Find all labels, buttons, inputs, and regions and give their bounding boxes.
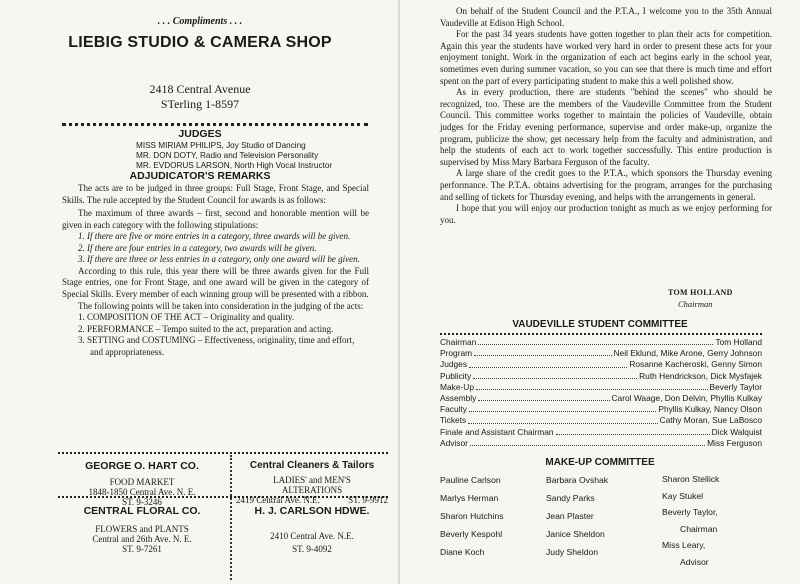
studio-phone: STerling 1-8597 xyxy=(160,97,240,111)
remarks-para: The maximum of three awards – first, second and honorable mention will be given in each category with the following stipulations: xyxy=(62,208,369,230)
remarks-para: The following points will be taken into consideration in the judging of the acts: xyxy=(78,300,364,311)
committee-row xyxy=(440,438,762,449)
remarks-heading: ADJUDICATOR'S REMARKS xyxy=(129,170,271,182)
ad-line: 1848-1850 Central Ave. N. E. xyxy=(88,487,196,497)
letter-para: I hope that you will enjoy our production tonight as much as we enjoy performing for you. xyxy=(440,203,772,225)
ad-line: LADIES' and MEN'S xyxy=(273,475,351,485)
stipulation-list xyxy=(62,231,369,266)
ad-name: Central Cleaners & Tailors xyxy=(249,460,375,471)
welcome-letter xyxy=(440,6,772,226)
studio-address: 2418 Central Avenue xyxy=(149,82,251,96)
makeup-member: Sharon Hutchins xyxy=(440,511,504,521)
ad-hart xyxy=(58,460,226,507)
ad-name: H. J. CARLSON HDWE. xyxy=(254,505,370,517)
ad-line: Central and 26th Ave. N. E. xyxy=(92,534,192,544)
committee-member: Rosanne Kacheroski, Genny Simon xyxy=(629,359,762,370)
committee-role: Finale and Assistant Chairman xyxy=(440,426,554,437)
stipulation-item: 3. If there are three or less entries in a category, only one award will be given. xyxy=(78,254,360,265)
committee-row xyxy=(440,393,762,404)
committee-row xyxy=(440,348,762,359)
judges-heading: JUDGES xyxy=(178,128,222,140)
divider xyxy=(62,123,368,126)
committee-member: Beverly Taylor xyxy=(709,381,762,392)
criteria-item: 2. PERFORMANCE – Tempo suited to the act, preparation and acting. xyxy=(78,323,334,334)
ad-line: ALTERATIONS xyxy=(281,485,343,495)
makeup-heading: MAKE-UP COMMITTEE xyxy=(545,457,655,468)
committee-member: Ruth Hendrickson, Dick Mysfajek xyxy=(639,370,762,381)
makeup-column-1 xyxy=(440,471,504,561)
makeup-member: Sandy Parks xyxy=(546,493,595,503)
committee-list xyxy=(440,337,762,449)
makeup-column-2 xyxy=(546,471,608,561)
makeup-member: Kay Stukel xyxy=(662,490,704,501)
committee-role: Judges xyxy=(440,359,468,370)
ad-divider xyxy=(58,452,388,454)
letter-para: A large share of the credit goes to the P.T.A., which sponsors the Thursday evening performance. The P.T.A. obtains advertising for the program, arranges for the purchasing and selling of tickets for Thursday evening, and helps with the arrangements in general. xyxy=(440,168,772,202)
ad-line: ST. 9-9912 xyxy=(348,495,388,505)
letter-para: On behalf of the Student Council and the P.T.A., I welcome you to the 35th Annual Vaudeville at Edison High School. xyxy=(440,6,772,28)
committee-role: Assembly xyxy=(440,393,477,404)
makeup-member: Beverly Kespohl xyxy=(440,529,503,539)
ad-name: GEORGE O. HART CO. xyxy=(85,460,199,472)
makeup-member-role: Chairman xyxy=(680,523,718,534)
judge-item: MISS MIRIAM PHILIPS, Joy Studio of Dancing xyxy=(136,141,306,150)
committee-member: Carol Waage, Don Delvin, Phyllis Kulkay xyxy=(611,393,762,404)
judge-item: MR. EVDORUS LARSON, North High Vocal Instructor xyxy=(136,161,333,170)
right-page xyxy=(400,0,800,584)
compliments-line: . . . Compliments . . . xyxy=(157,16,243,27)
stipulation-item: 2. If there are four entries in a category, two awards will be given. xyxy=(78,242,317,253)
ad-carlson xyxy=(232,505,392,554)
committee-row xyxy=(440,337,762,348)
ad-line: ST. 9-4092 xyxy=(292,544,332,554)
committee-role: Advisor xyxy=(440,437,468,448)
makeup-member: Jean Plaster xyxy=(546,511,594,521)
criteria-list xyxy=(62,312,369,358)
makeup-member: Beverly Taylor, xyxy=(662,507,718,518)
remarks-para: According to this rule, this year there will be three awards given for the Full Stage entries, one for Front Stage, and one award will be given in the category of Special Skills. Every member of each winning group will be presented with a ribbon. xyxy=(62,265,369,300)
ad-line: 2419 Central Ave. N.E. xyxy=(236,495,320,505)
makeup-member: Pauline Carlson xyxy=(440,475,501,485)
makeup-member: Barbara Ovshak xyxy=(546,475,609,485)
committee-heading: VAUDEVILLE STUDENT COMMITTEE xyxy=(512,319,688,330)
committee-row xyxy=(440,427,762,438)
remarks-body xyxy=(62,183,369,358)
makeup-member: Judy Sheldon xyxy=(546,547,599,557)
committee-row xyxy=(440,359,762,370)
judge-item: MR. DON DOTY, Radio and Television Personality xyxy=(136,151,319,160)
makeup-member-role: Advisor xyxy=(680,556,709,567)
remarks-para: The acts are to be judged in three groups: Full Stage, Front Stage, and Special Skills. The rule accepted by the Student Council for awards is as follows: xyxy=(62,183,369,205)
signer-title: Chairman xyxy=(678,299,713,309)
ad-cleaners xyxy=(232,460,392,505)
ad-line-row xyxy=(232,495,392,505)
committee-role: Faculty xyxy=(440,404,467,415)
committee-member: Neil Eklund, Mike Arone, Gerry Johnson xyxy=(613,348,762,359)
committee-member: Phyllis Kulkay, Nancy Olson xyxy=(658,404,762,415)
committee-role: Program xyxy=(440,348,473,359)
letter-para: For the past 34 years students have gotten together to plan their acts for competition. Again this year the students have worked very hard in order to present these acts for your enjoyment tonight. Work in the organization of each act begins early in the school year, sometimes even during summer vacation, so you can see that there is much time and effort spent on the part of every participating student to make this a well polished show. xyxy=(440,29,772,86)
committee-row xyxy=(440,371,762,382)
ad-line: FOOD MARKET xyxy=(109,477,175,487)
makeup-member: Diane Koch xyxy=(440,547,485,557)
committee-role: Tickets xyxy=(440,415,467,426)
ad-line: 2410 Central Ave. N.E. xyxy=(270,531,354,541)
makeup-member: Janice Sheldon xyxy=(546,529,605,539)
makeup-member: Miss Leary, xyxy=(662,540,706,551)
committee-role: Make-Up xyxy=(440,381,474,392)
committee-member: Tom Holland xyxy=(715,337,762,347)
studio-name: LIEBIG STUDIO & CAMERA SHOP xyxy=(68,34,332,51)
ad-line: ST. 9-3246 xyxy=(122,497,162,507)
committee-member: Miss Ferguson xyxy=(707,437,762,448)
ad-line: FLOWERS and PLANTS xyxy=(95,524,189,534)
committee-role: Chairman xyxy=(440,337,477,347)
criteria-item: 1. COMPOSITION OF THE ACT – Originality and quality. xyxy=(78,312,295,323)
divider xyxy=(440,333,762,335)
committee-row xyxy=(440,404,762,415)
makeup-column-3 xyxy=(662,471,719,571)
ad-floral xyxy=(58,505,226,554)
judges-list xyxy=(136,141,386,171)
makeup-member: Marlys Herman xyxy=(440,493,499,503)
committee-row xyxy=(440,382,762,393)
criteria-item: 3. SETTING and COSTUMING – Effectiveness, originality, time and effort, and appropriateness. xyxy=(78,335,355,357)
stipulation-item: 1. If there are five or more entries in a category, three awards will be given. xyxy=(78,231,351,242)
committee-row xyxy=(440,415,762,426)
committee-member: Dick Walquist xyxy=(711,426,762,437)
makeup-member: Sharon Stellick xyxy=(662,474,720,484)
signer-name: TOM HOLLAND xyxy=(668,288,733,297)
committee-role: Publicity xyxy=(440,370,472,381)
ad-line: ST. 9-7261 xyxy=(122,544,162,554)
committee-member: Cathy Moran, Sue LaBosco xyxy=(659,415,762,426)
letter-para: As in every production, there are students "behind the scenes" who should be recognized, too. These are the members of the Vaudeville Committee from the Student Council. This committee works together to maintain the policies of Vaudeville, obtain judges for the Friday evening performance, supervise and order make-up, organize the program, publicize the show, get necessary help from the faculty and administration, and help the students of each act to work together successfully. This entire production is supervised by Miss Mary Barbara Ferguson of the faculty. xyxy=(440,87,772,167)
ad-name: CENTRAL FLORAL CO. xyxy=(83,505,201,517)
